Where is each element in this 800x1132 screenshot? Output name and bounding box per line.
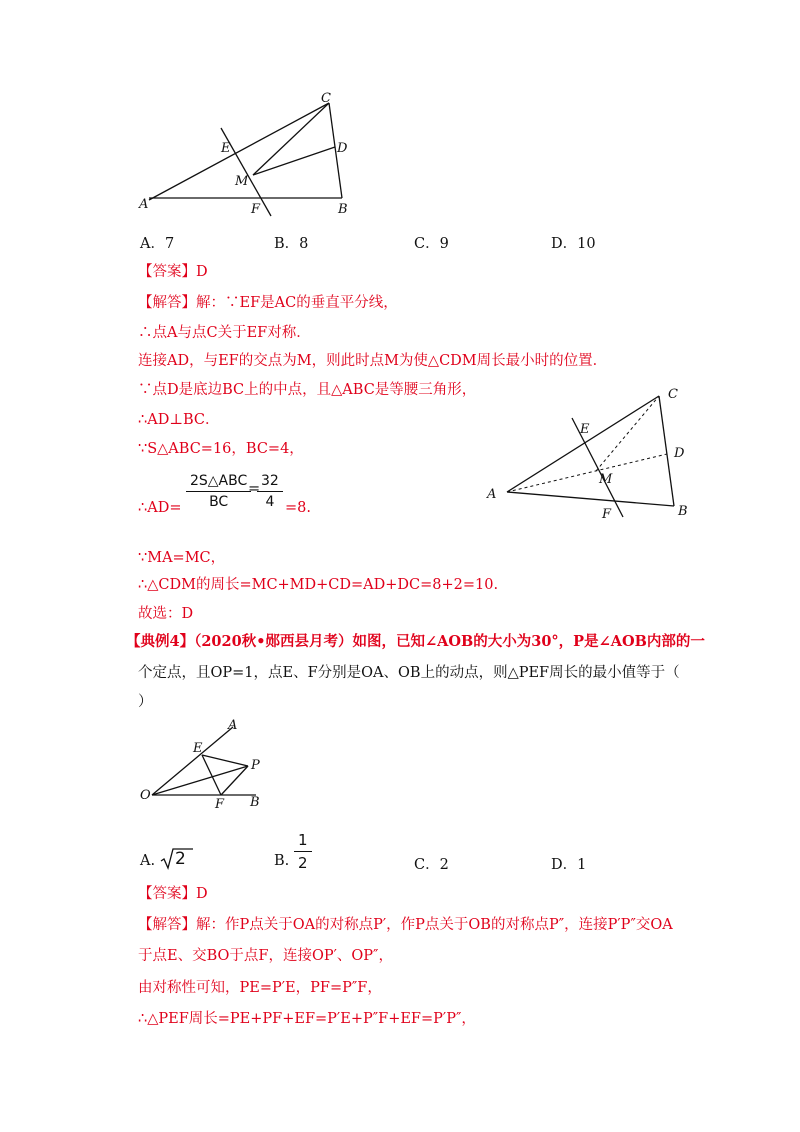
example-4-line-3: ） [138, 694, 153, 710]
option-b: B．8 [274, 236, 309, 252]
answer-q3: 【答案】D [138, 264, 208, 280]
label-B: B [250, 795, 260, 810]
q4-solution-line-3: 由对称性可知，PE=P′E，PF=P″F， [138, 980, 382, 996]
solution-line-4: ∵点D是底边BC上的中点，且△ABC是等腰三角形， [138, 382, 477, 398]
q4-solution-line-1: 【解答】解：作P点关于OA的对称点P′，作P点关于OB的对称点P″，连接P′P″交OA [138, 917, 673, 933]
triangle-figure-2 [482, 382, 702, 522]
example-4-line-2: 个定点，且OP=1，点E、F分别是OA、OB上的动点，则△PEF周长的最小值等于（ [138, 665, 680, 681]
option-b-prefix: B. [274, 853, 290, 869]
fraction-value-numerator: 32 [257, 473, 283, 492]
label-E: E [193, 741, 203, 756]
fraction-value-denominator: 4 [265, 494, 275, 510]
option-c: C．9 [414, 236, 449, 252]
option-d: D．10 [551, 236, 596, 252]
option-a [140, 853, 155, 869]
option-d: D．1 [551, 857, 587, 873]
label-A: A [139, 197, 149, 212]
angle-figure-3 [138, 716, 268, 811]
solution-line-2: ∴点A与点C关于EF对称． [138, 325, 311, 341]
solution-line-3: 连接AD，与EF的交点为M，则此时点M为使△CDM周长最小时的位置． [138, 353, 608, 369]
label-A: A [487, 487, 497, 502]
label-B: B [338, 202, 348, 217]
label-M: M [599, 472, 613, 487]
triangle-figure-1 [135, 90, 365, 220]
label-A: A [228, 718, 238, 733]
solution-line-5: ∴AD⊥BC． [138, 412, 220, 428]
solution-line-8: ∵MA=MC， [138, 550, 226, 566]
equals-sign: = [248, 481, 261, 497]
option-b-fraction [294, 831, 312, 872]
solution-line-1: 【解答】解：∵EF是AC的垂直平分线， [138, 295, 398, 311]
option-b-denominator: 2 [298, 854, 308, 872]
label-B: B [678, 504, 688, 519]
label-F: F [215, 797, 225, 811]
option-a: A．7 [140, 236, 175, 252]
label-D: D [337, 141, 348, 156]
answer-q4: 【答案】D [138, 886, 208, 902]
fraction-value [257, 473, 283, 510]
label-F: F [251, 202, 261, 217]
option-a-prefix: A. [140, 853, 156, 869]
option-c: C．2 [414, 857, 449, 873]
example-4-line-1 [126, 632, 705, 652]
label-E: E [580, 422, 590, 437]
label-F: F [602, 507, 612, 522]
solution-line-7-suffix: =8. [285, 500, 311, 516]
label-E: E [221, 141, 231, 156]
fraction-area-numerator: 2S△ABC [186, 473, 251, 492]
option-b-numerator: 1 [294, 831, 312, 852]
solution-line-9: ∴△CDM的周长=MC+MD+CD=AD+DC=8+2=10. [138, 577, 499, 593]
example-4-text: 【典例4】（2020秋•郧西县月考）如图，已知∠AOB的大小为30°，P是∠AOB内部的一 [126, 633, 705, 650]
solution-line-10: 故选：D [138, 606, 194, 622]
label-P: P [251, 758, 260, 773]
label-M: M [235, 174, 249, 189]
q4-solution-line-4: ∴△PEF周长=PE+PF+EF=P′E+P″F+EF=P′P″， [138, 1011, 476, 1027]
option-a-radicand: 2 [175, 849, 186, 869]
solution-line-7-prefix: ∴AD= [138, 500, 182, 516]
label-C: C [321, 91, 331, 106]
fraction-area-denominator: BC [209, 494, 229, 510]
q4-solution-line-2: 于点E、交BO于点F，连接OP′、OP″， [138, 948, 393, 964]
label-C: C [668, 387, 678, 402]
label-O: O [140, 788, 151, 803]
fraction-area [186, 473, 251, 510]
solution-line-6: ∵S△ABC=16，BC=4， [138, 441, 304, 457]
label-D: D [674, 446, 685, 461]
